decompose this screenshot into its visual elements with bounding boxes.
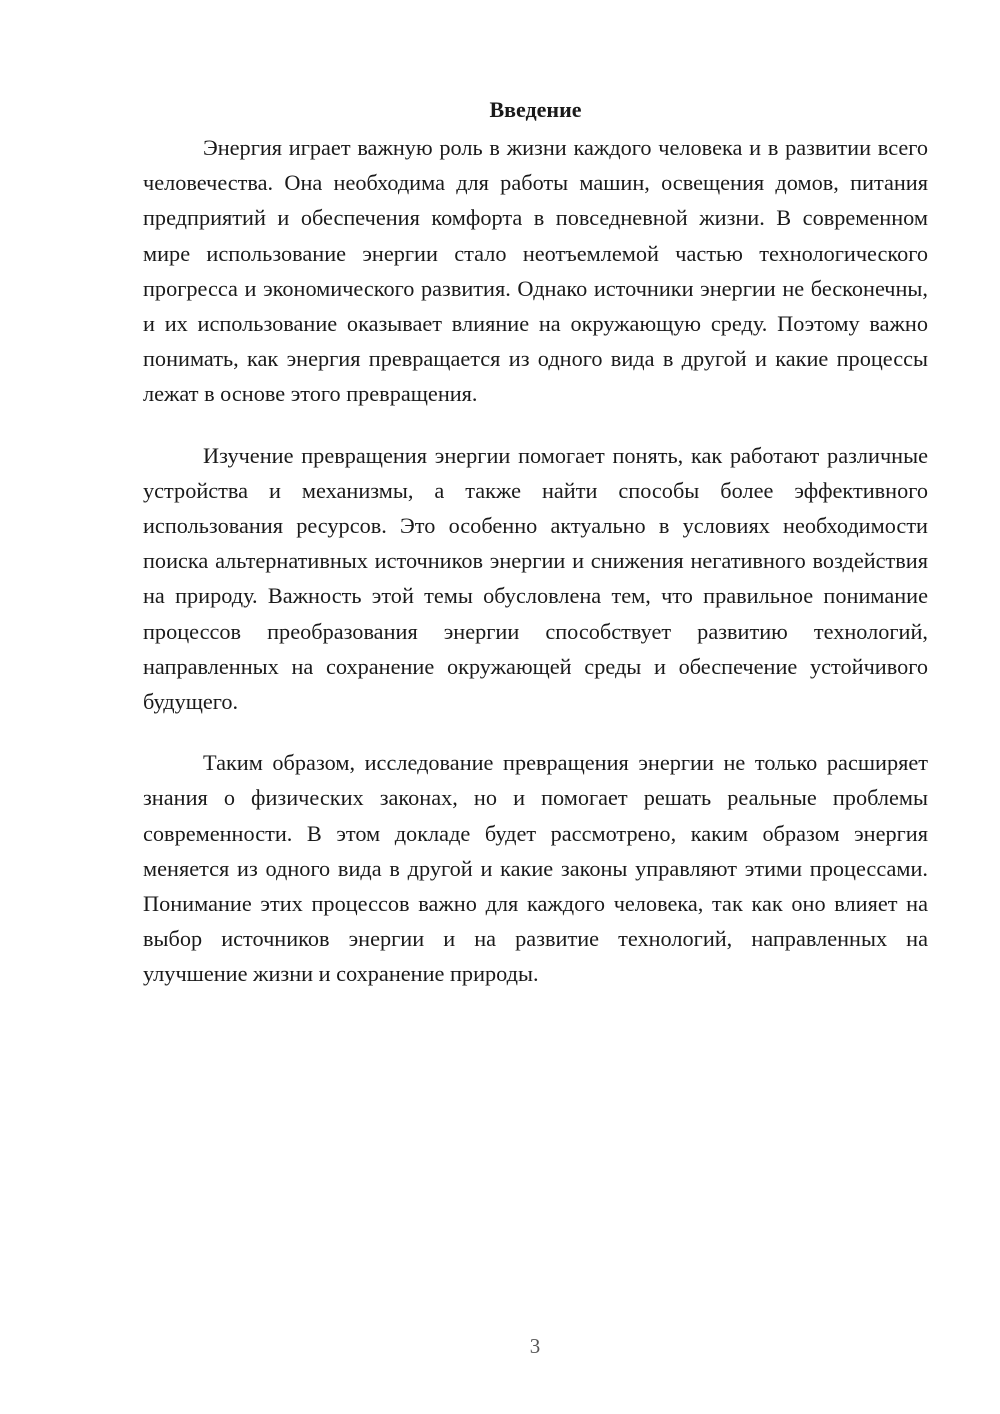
paragraph-3: Таким образом, исследование превращения энергии не только расширяет знания о физических законах, но и помогает решать реальные проблемы современности. В этом докладе будет рассмотрено, каким образом энергия меняется из одного вида в другой и какие законы управляют этими процессами. Понимание этих процессов важно для каждого человека, так как оно влияет на выбор источников энергии и на развитие технологий, направленных на улучшение жизни и сохранение природы. xyxy=(143,750,928,987)
paragraph-1: Энергия играет важную роль в жизни каждого человека и в развитии всего человечества. Она необходима для работы машин, освещения домов, питания предприятий и обеспечения комфорта в повседневной жизни. В современном мире использование энергии стало неотъемлемой частью технологического прогресса и экономического развития. Однако источники энергии не бесконечны, и их использование оказывает влияние на окружающую среду. Поэтому важно понимать, как энергия превращается из одного вида в другой и какие процессы лежат в основе этого превращения. xyxy=(143,135,928,407)
paragraph-2: Изучение превращения энергии помогает понять, как работают различные устройства и механизмы, а также найти способы более эффективного использования ресурсов. Это особенно актуально в условиях необходимости поиска альтернативных источников энергии и снижения негативного воздействия на природу. Важность этой темы обусловлена тем, что правильное понимание процессов преобразования энергии способствует развитию технологий, направленных на сохранение окружающей среды и обеспечение устойчивого будущего. xyxy=(143,442,928,715)
page-content xyxy=(143,92,928,1018)
page-number: 3 xyxy=(529,1334,541,1358)
section-title: Введение xyxy=(489,97,582,122)
